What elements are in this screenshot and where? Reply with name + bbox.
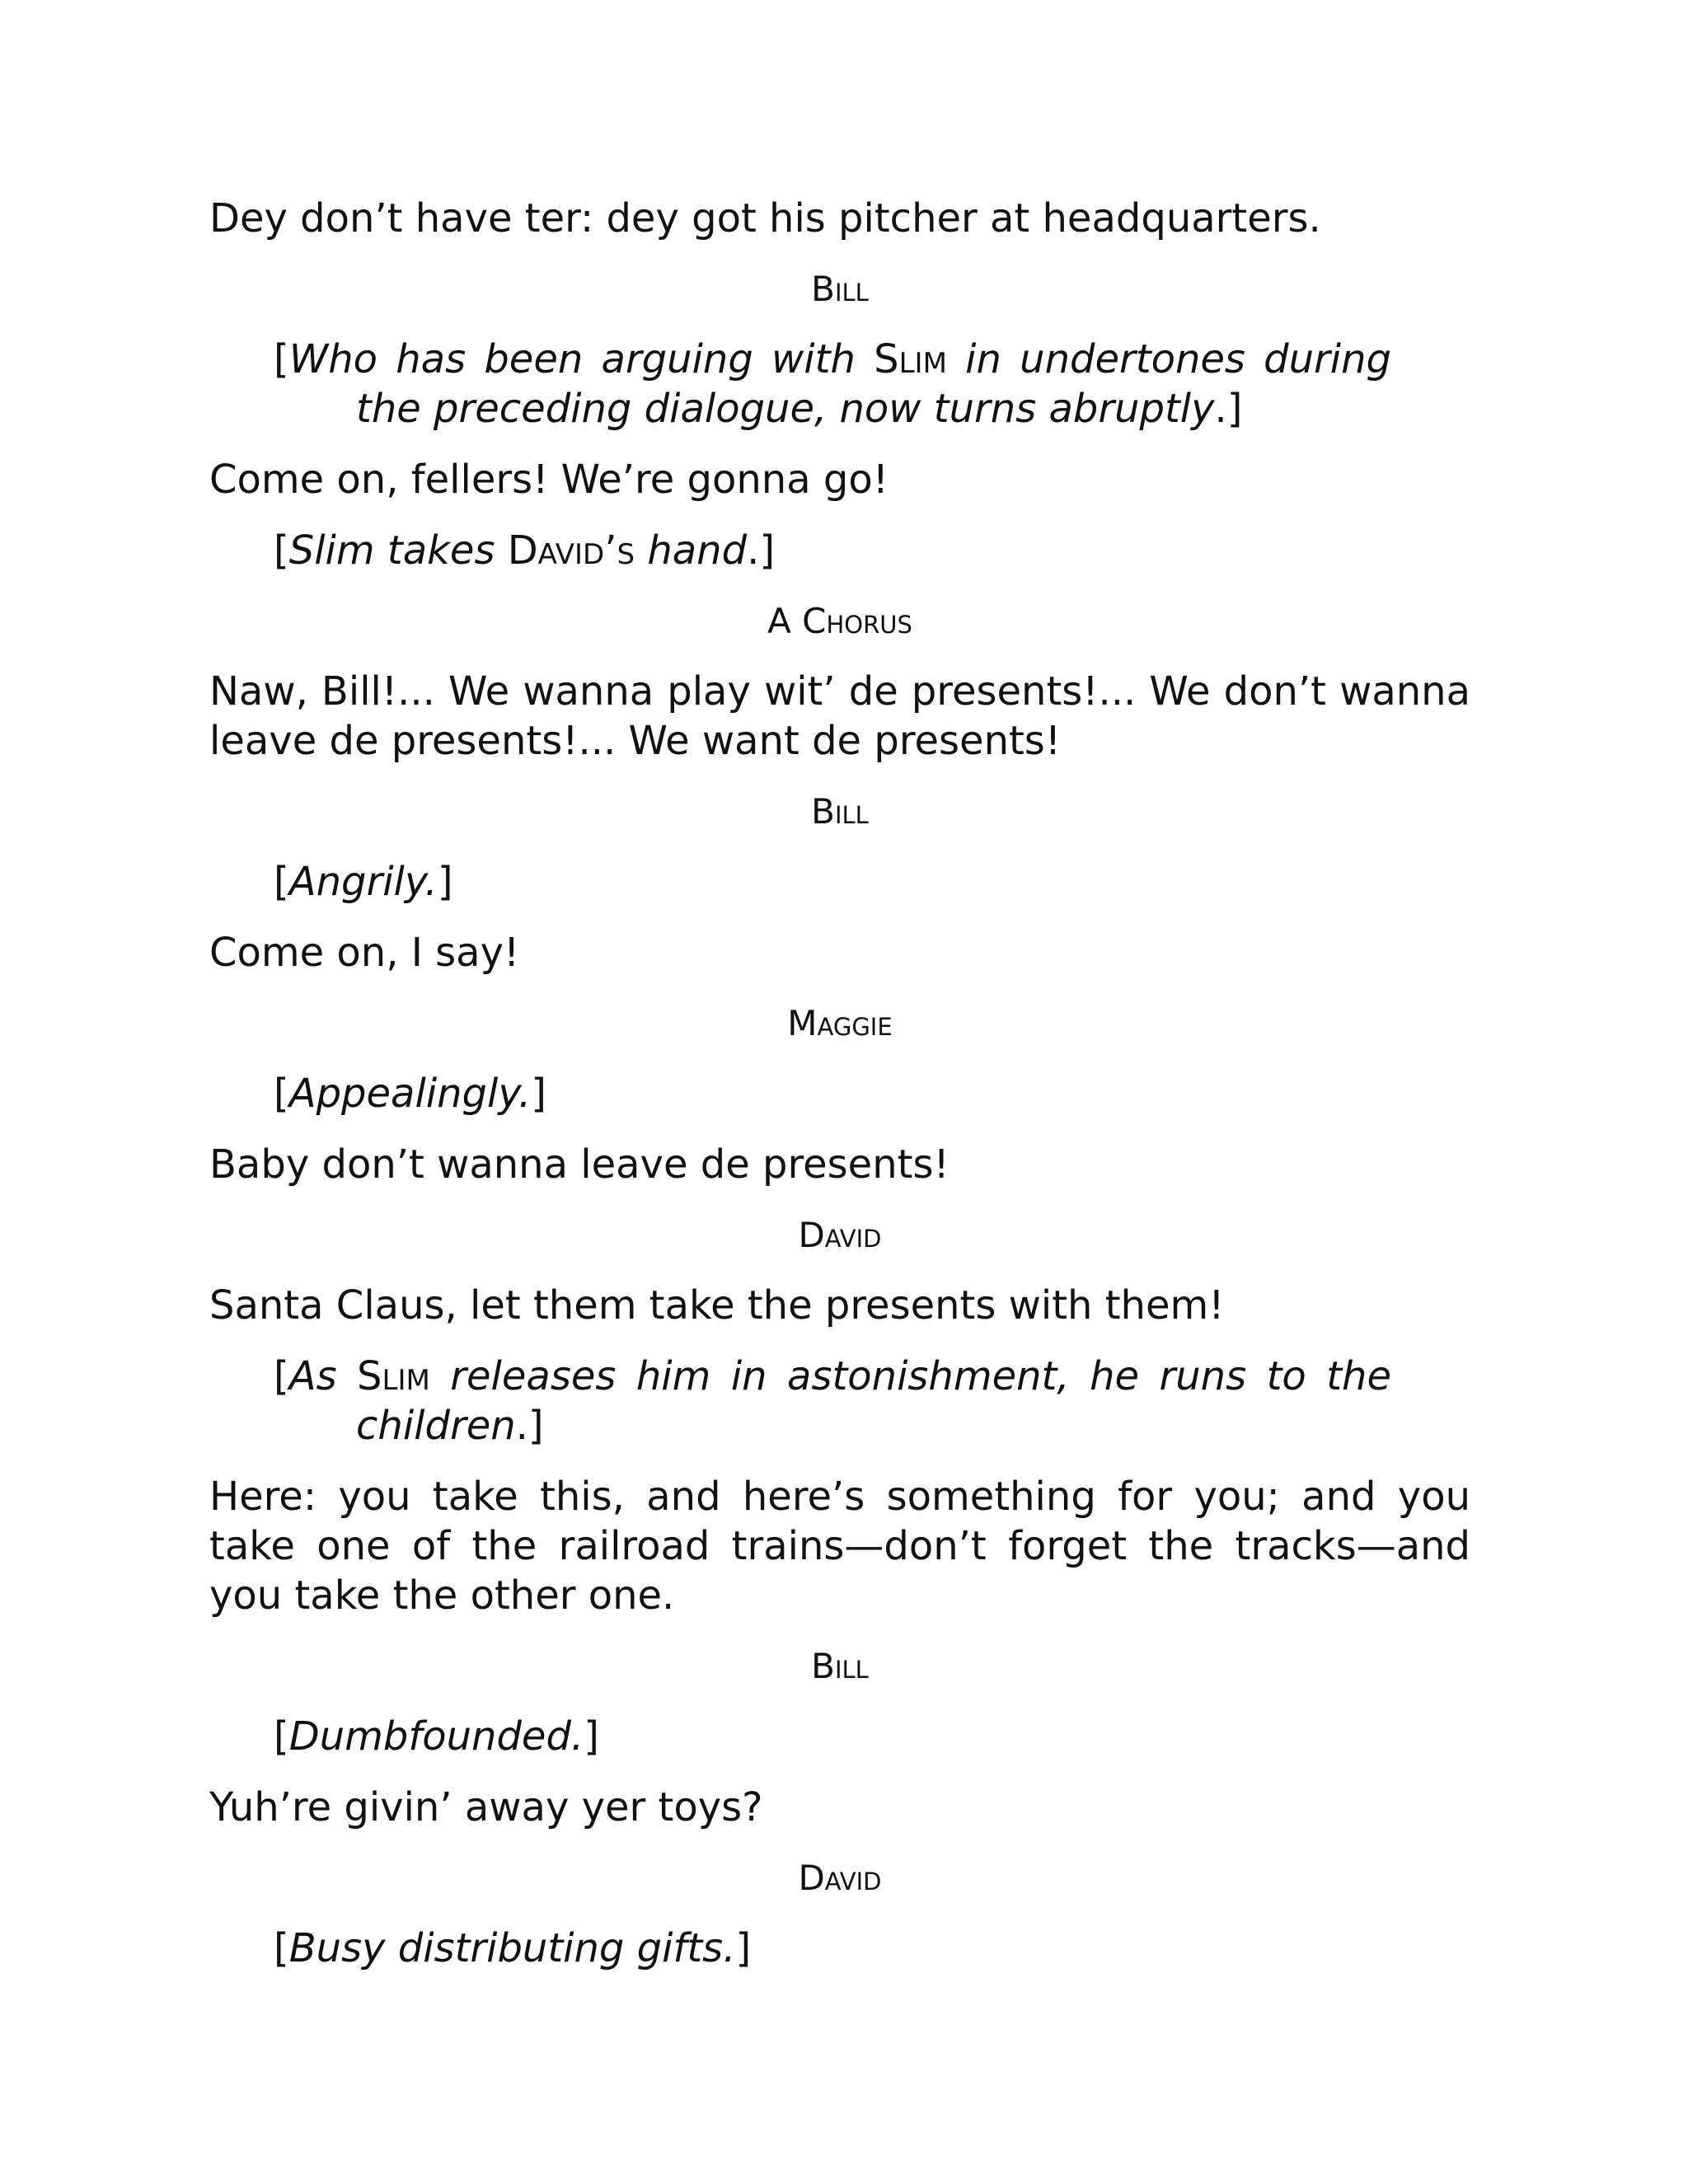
speaker-name: A Chorus	[767, 601, 912, 641]
stage-direction-text: Dumbfounded.	[288, 1713, 584, 1760]
dialogue-line: Come on, fellers! We’re gonna go!	[209, 457, 889, 503]
dialogue-line: Here: you take this, and here’s something for you; and you take one of the railroad trains—don’t forget the tracks—and you take the other one.	[209, 1474, 1470, 1619]
character-name: Slim	[874, 336, 947, 382]
bracket-close: ]	[584, 1713, 599, 1760]
stage-direction-text: Busy distributing gifts.	[288, 1925, 736, 1971]
bracket-open: [	[274, 1713, 289, 1760]
stage-direction	[209, 1712, 1391, 1761]
dialogue-line: Yuh’re givin’ away yer toys?	[209, 1784, 763, 1830]
stage-direction-text: hand	[635, 527, 748, 574]
stage-direction	[209, 1924, 1391, 1973]
bracket-open: [	[274, 336, 289, 382]
bracket-close: .]	[1214, 386, 1243, 432]
bracket-close: ]	[735, 1925, 752, 1971]
bracket-close: .]	[747, 527, 776, 574]
bracket-close: ]	[531, 1071, 547, 1117]
speaker-name: David	[798, 1858, 882, 1898]
bracket-close: .]	[515, 1403, 544, 1449]
speaker-name: Maggie	[787, 1003, 893, 1043]
dialogue-line: Dey don’t have ter: dey got his pitcher at headquarters.	[209, 195, 1321, 241]
stage-direction	[209, 857, 1391, 907]
bracket-open: [	[274, 527, 289, 574]
stage-direction-text: in undertones during the preceding dialogue, now turns abruptly	[356, 336, 1392, 432]
dialogue-line: Santa Claus, let them take the presents with them!	[209, 1282, 1225, 1329]
character-name: Slim	[357, 1353, 430, 1399]
dialogue-line: Come on, I say!	[209, 930, 520, 976]
stage-direction	[209, 526, 1391, 575]
stage-direction-text: Angrily.	[288, 859, 438, 905]
dialogue-line: Naw, Bill!... We wanna play wit’ de presents!... We don’t wanna leave de presents!... We want de presents!	[209, 668, 1470, 764]
stage-direction	[209, 1069, 1391, 1118]
bracket-open: [	[274, 859, 289, 905]
bracket-open: [	[274, 1071, 289, 1117]
bracket-close: ]	[437, 859, 453, 905]
stage-direction-text: As	[288, 1353, 358, 1399]
stage-direction	[209, 1352, 1391, 1451]
stage-direction-text: Appealingly.	[288, 1071, 532, 1117]
character-name: David’s	[507, 527, 635, 574]
play-page	[209, 194, 1470, 1994]
stage-direction-text: Slim takes	[288, 527, 508, 574]
speaker-name: Bill	[811, 1646, 869, 1686]
stage-direction-text: Who has been arguing with	[288, 336, 874, 382]
dialogue-line: Baby don’t wanna leave de presents!	[209, 1141, 950, 1188]
speaker-name: Bill	[811, 791, 869, 832]
bracket-open: [	[274, 1925, 289, 1971]
bracket-open: [	[274, 1353, 289, 1399]
speaker-name: David	[798, 1215, 882, 1255]
stage-direction	[209, 335, 1391, 434]
stage-direction-text: releases him in astonishment, he runs to the children	[356, 1353, 1391, 1449]
speaker-name: Bill	[811, 269, 869, 309]
